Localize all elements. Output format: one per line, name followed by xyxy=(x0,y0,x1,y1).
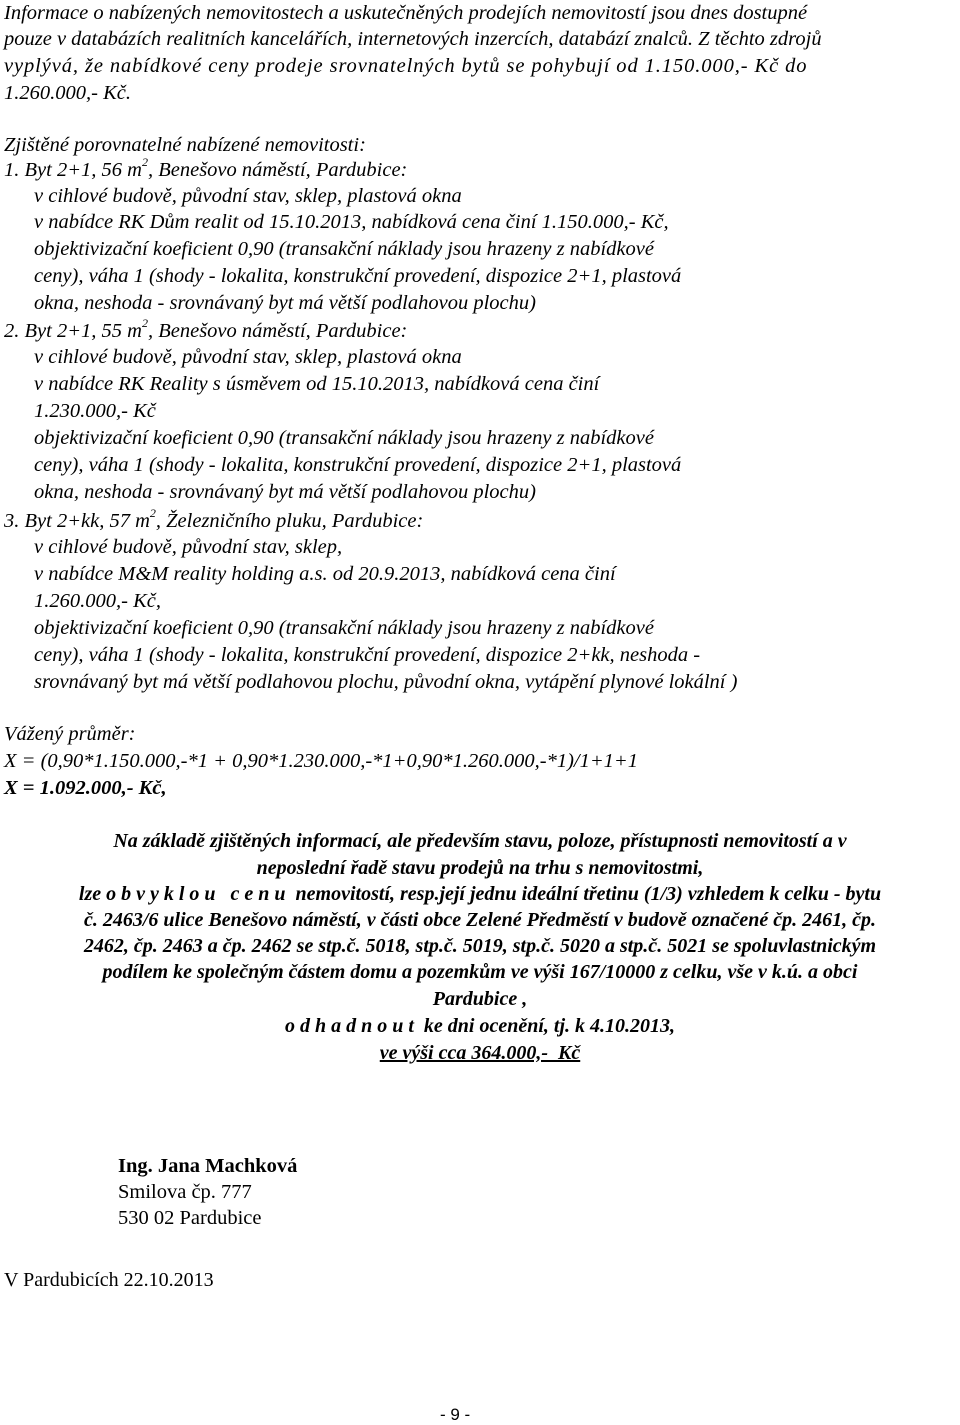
weighted-label: Vážený průměr: xyxy=(4,723,136,745)
item-1-line: v nabídce RK Dům realit od 15.10.2013, nabídková cena činí 1.150.000,- Kč, xyxy=(34,211,669,233)
item-3-line: v cihlové budově, původní stav, sklep, xyxy=(34,536,343,558)
weighted-formula: X = (0,90*1.150.000,-*1 + 0,90*1.230.000,-*1+0,90*1.260.000,-*1)/1+1+1 xyxy=(4,750,639,772)
conclusion-line: lze o b v y k l o u c e n u nemovitostí, resp.její jednu ideální třetinu (1/3) vzhledem k celku - bytu xyxy=(78,883,882,905)
conclusion-line: neposlední řadě stavu prodejů na trhu s nemovitostmi, xyxy=(256,857,704,879)
intro-line-3: vyplývá, že nabídkové ceny prodeje srovnatelných bytů se pohybují od 1.150.000,- Kč do xyxy=(4,55,808,77)
place-date: V Pardubicích 22.10.2013 xyxy=(4,1269,214,1291)
conclusion-line: 2462, čp. 2463 a čp. 2462 se stp.č. 5018, stp.č. 5019, stp.č. 5020 a stp.č. 5021 se spoluvlastnickým xyxy=(83,935,877,957)
item-2-title: 2. Byt 2+1, 55 $m^2$, Benešovo náměstí, Pardubice: xyxy=(4,316,408,342)
item-1-line: v cihlové budově, původní stav, sklep, plastová okna xyxy=(34,185,462,207)
item-1-title: 1. Byt 2+1, 56 $m^2$, Benešovo náměstí, Pardubice: xyxy=(4,155,408,181)
item-2-line: objektivizační koeficient 0,90 (transakční náklady jsou hrazeny z nabídkové xyxy=(34,427,654,449)
intro-line-2: pouze v databázích realitních kancelářích, internetových inzercích, databází znalců. Z těchto zdrojů xyxy=(4,28,822,50)
item-3-line: v nabídce M&M reality holding a.s. od 20.9.2013, nabídková cena činí xyxy=(34,563,616,585)
item-1-line: ceny), váha 1 (shody - lokalita, konstrukční provedení, dispozice 2+1, plastová xyxy=(34,265,682,287)
conclusion-line: Pardubice , xyxy=(432,988,528,1010)
conclusion-line: č. 2463/6 ulice Benešovo náměstí, v části obce Zelené Předměstí v budově označené čp. 2461, čp. xyxy=(83,909,877,931)
signature-city: 530 02 Pardubice xyxy=(118,1207,262,1229)
signature-name: Ing. Jana Machková xyxy=(118,1155,298,1177)
item-3-line: ceny), váha 1 (shody - lokalita, konstrukční provedení, dispozice 2+kk, neshoda - xyxy=(34,644,701,666)
signature-street: Smilova čp. 777 xyxy=(118,1181,252,1203)
conclusion-line: podílem ke společným částem domu a pozemkům ve výši 167/10000 z celku, vše v k.ú. a obci xyxy=(102,961,858,983)
item-2-line: v cihlové budově, původní stav, sklep, plastová okna xyxy=(34,346,462,368)
item-1-line: okna, neshoda - srovnávaný byt má větší podlahovou plochu) xyxy=(34,292,536,314)
section-heading: Zjištěné porovnatelné nabízené nemovitosti: xyxy=(4,134,366,156)
item-2-line: 1.230.000,- Kč xyxy=(34,400,156,422)
page-number: - 9 - xyxy=(440,1405,471,1424)
item-3-line: srovnávaný byt má větší podlahovou plochu, původní okna, vytápění plynové lokální ) xyxy=(34,671,738,693)
item-1-line: objektivizační koeficient 0,90 (transakční náklady jsou hrazeny z nabídkové xyxy=(34,238,654,260)
intro-line-1: Informace o nabízených nemovitostech a uskutečněných prodejích nemovitostí jsou dnes dostupné xyxy=(4,2,808,24)
conclusion-line: o d h a d n o u t ke dni ocenění, tj. k 4.10.2013, xyxy=(284,1015,676,1037)
conclusion-line: Na základě zjištěných informací, ale především stavu, poloze, přístupnosti nemovitostí a v xyxy=(113,830,847,852)
item-2-line: okna, neshoda - srovnávaný byt má větší podlahovou plochu) xyxy=(34,481,536,503)
intro-line-4: 1.260.000,- Kč. xyxy=(4,82,131,104)
item-3-title: 3. Byt 2+kk, 57 $m^2$, Železničního pluku, Pardubice: xyxy=(4,506,424,532)
item-3-line: 1.260.000,- Kč, xyxy=(34,590,161,612)
item-3-line: objektivizační koeficient 0,90 (transakční náklady jsou hrazeny z nabídkové xyxy=(34,617,654,639)
estimated-value: ve výši cca 364.000,- Kč xyxy=(379,1042,581,1064)
weighted-result: X = 1.092.000,- Kč, xyxy=(4,777,167,799)
item-2-line: ceny), váha 1 (shody - lokalita, konstrukční provedení, dispozice 2+1, plastová xyxy=(34,454,682,476)
item-2-line: v nabídce RK Reality s úsměvem od 15.10.2013, nabídková cena činí xyxy=(34,373,600,395)
